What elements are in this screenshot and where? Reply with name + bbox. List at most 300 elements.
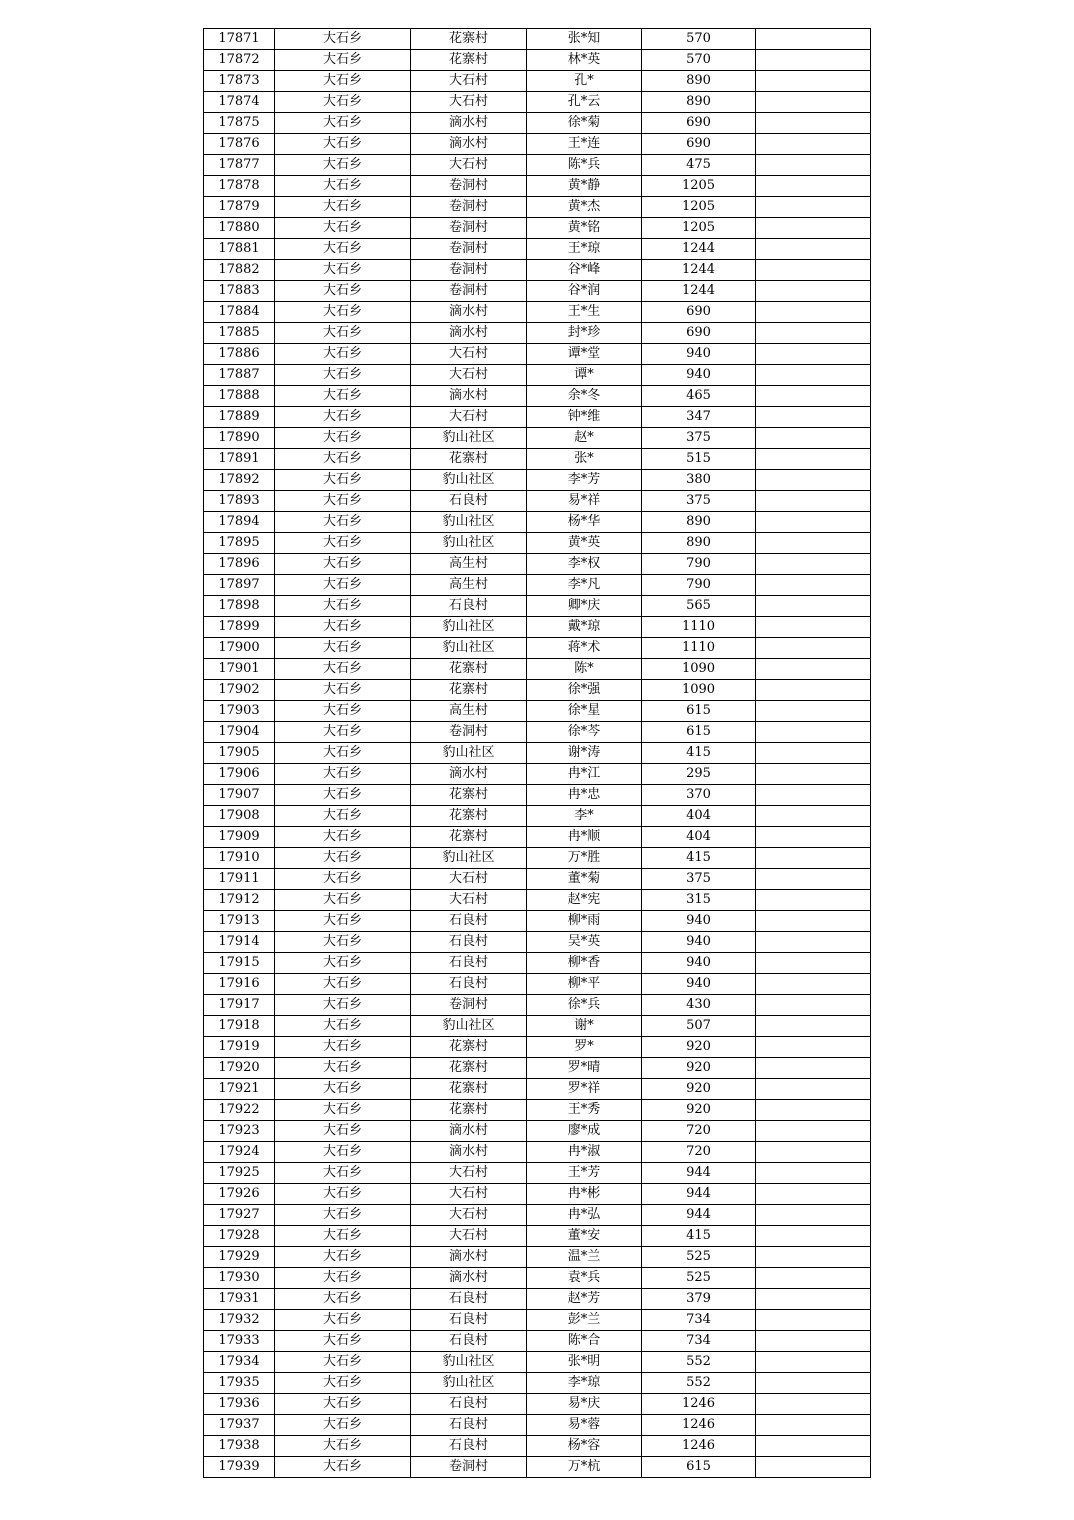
table-row bbox=[204, 218, 871, 239]
serial-number-cell: 17915 bbox=[204, 953, 275, 974]
name-cell: 黄*英 bbox=[527, 533, 642, 554]
village-cell: 花寨村 bbox=[411, 659, 527, 680]
township-cell: 大石乡 bbox=[275, 176, 411, 197]
name-cell: 陈* bbox=[527, 659, 642, 680]
township-cell: 大石乡 bbox=[275, 344, 411, 365]
township-cell: 大石乡 bbox=[275, 827, 411, 848]
remark-cell bbox=[756, 386, 871, 407]
serial-number-cell: 17928 bbox=[204, 1226, 275, 1247]
serial-number-cell: 17916 bbox=[204, 974, 275, 995]
serial-number-cell: 17912 bbox=[204, 890, 275, 911]
name-cell: 黄*杰 bbox=[527, 197, 642, 218]
village-cell: 花寨村 bbox=[411, 1058, 527, 1079]
remark-cell bbox=[756, 218, 871, 239]
table-row bbox=[204, 134, 871, 155]
name-cell: 易*庆 bbox=[527, 1394, 642, 1415]
township-cell: 大石乡 bbox=[275, 1100, 411, 1121]
name-cell: 董*菊 bbox=[527, 869, 642, 890]
name-cell: 蒋*术 bbox=[527, 638, 642, 659]
table-row bbox=[204, 1226, 871, 1247]
village-cell: 石良村 bbox=[411, 1289, 527, 1310]
name-cell: 陈*合 bbox=[527, 1331, 642, 1352]
amount-cell: 1110 bbox=[642, 638, 756, 659]
name-cell: 张* bbox=[527, 449, 642, 470]
serial-number-cell: 17902 bbox=[204, 680, 275, 701]
serial-number-cell: 17901 bbox=[204, 659, 275, 680]
remark-cell bbox=[756, 92, 871, 113]
table-row bbox=[204, 974, 871, 995]
village-cell: 豹山社区 bbox=[411, 470, 527, 491]
serial-number-cell: 17874 bbox=[204, 92, 275, 113]
township-cell: 大石乡 bbox=[275, 1121, 411, 1142]
serial-number-cell: 17907 bbox=[204, 785, 275, 806]
remark-cell bbox=[756, 806, 871, 827]
village-cell: 大石村 bbox=[411, 1163, 527, 1184]
table-row bbox=[204, 386, 871, 407]
township-cell: 大石乡 bbox=[275, 764, 411, 785]
village-cell: 石良村 bbox=[411, 1415, 527, 1436]
serial-number-cell: 17876 bbox=[204, 134, 275, 155]
amount-cell: 515 bbox=[642, 449, 756, 470]
remark-cell bbox=[756, 1457, 871, 1478]
remark-cell bbox=[756, 785, 871, 806]
township-cell: 大石乡 bbox=[275, 50, 411, 71]
township-cell: 大石乡 bbox=[275, 743, 411, 764]
serial-number-cell: 17909 bbox=[204, 827, 275, 848]
amount-cell: 920 bbox=[642, 1100, 756, 1121]
amount-cell: 1246 bbox=[642, 1436, 756, 1457]
remark-cell bbox=[756, 1205, 871, 1226]
table-row bbox=[204, 638, 871, 659]
name-cell: 谭*堂 bbox=[527, 344, 642, 365]
amount-cell: 375 bbox=[642, 428, 756, 449]
name-cell: 李*芳 bbox=[527, 470, 642, 491]
amount-cell: 690 bbox=[642, 302, 756, 323]
remark-cell bbox=[756, 323, 871, 344]
amount-cell: 615 bbox=[642, 722, 756, 743]
remark-cell bbox=[756, 29, 871, 50]
village-cell: 卷洞村 bbox=[411, 995, 527, 1016]
table-row bbox=[204, 659, 871, 680]
amount-cell: 552 bbox=[642, 1373, 756, 1394]
remark-cell bbox=[756, 197, 871, 218]
village-cell: 滴水村 bbox=[411, 134, 527, 155]
amount-cell: 1205 bbox=[642, 197, 756, 218]
village-cell: 花寨村 bbox=[411, 449, 527, 470]
village-cell: 卷洞村 bbox=[411, 176, 527, 197]
township-cell: 大石乡 bbox=[275, 974, 411, 995]
amount-cell: 1244 bbox=[642, 260, 756, 281]
table-row bbox=[204, 806, 871, 827]
serial-number-cell: 17892 bbox=[204, 470, 275, 491]
village-cell: 卷洞村 bbox=[411, 722, 527, 743]
village-cell: 石良村 bbox=[411, 953, 527, 974]
village-cell: 滴水村 bbox=[411, 1142, 527, 1163]
village-cell: 豹山社区 bbox=[411, 428, 527, 449]
township-cell: 大石乡 bbox=[275, 659, 411, 680]
table-row bbox=[204, 533, 871, 554]
township-cell: 大石乡 bbox=[275, 575, 411, 596]
serial-number-cell: 17890 bbox=[204, 428, 275, 449]
table-row bbox=[204, 260, 871, 281]
village-cell: 滴水村 bbox=[411, 1268, 527, 1289]
name-cell: 王*连 bbox=[527, 134, 642, 155]
remark-cell bbox=[756, 71, 871, 92]
amount-cell: 347 bbox=[642, 407, 756, 428]
name-cell: 孔*云 bbox=[527, 92, 642, 113]
village-cell: 石良村 bbox=[411, 1310, 527, 1331]
remark-cell bbox=[756, 575, 871, 596]
remark-cell bbox=[756, 302, 871, 323]
serial-number-cell: 17897 bbox=[204, 575, 275, 596]
name-cell: 钟*维 bbox=[527, 407, 642, 428]
village-cell: 大石村 bbox=[411, 155, 527, 176]
table-row bbox=[204, 743, 871, 764]
table-row bbox=[204, 281, 871, 302]
township-cell: 大石乡 bbox=[275, 785, 411, 806]
remark-cell bbox=[756, 50, 871, 71]
serial-number-cell: 17913 bbox=[204, 911, 275, 932]
serial-number-cell: 17922 bbox=[204, 1100, 275, 1121]
amount-cell: 890 bbox=[642, 92, 756, 113]
name-cell: 李*琼 bbox=[527, 1373, 642, 1394]
remark-cell bbox=[756, 281, 871, 302]
remark-cell bbox=[756, 995, 871, 1016]
remark-cell bbox=[756, 1268, 871, 1289]
table-row bbox=[204, 869, 871, 890]
table-row bbox=[204, 1415, 871, 1436]
table-row bbox=[204, 449, 871, 470]
table-row bbox=[204, 1373, 871, 1394]
village-cell: 滴水村 bbox=[411, 323, 527, 344]
village-cell: 滴水村 bbox=[411, 302, 527, 323]
name-cell: 戴*琼 bbox=[527, 617, 642, 638]
township-cell: 大石乡 bbox=[275, 470, 411, 491]
table-row bbox=[204, 617, 871, 638]
township-cell: 大石乡 bbox=[275, 932, 411, 953]
table-row bbox=[204, 890, 871, 911]
village-cell: 卷洞村 bbox=[411, 281, 527, 302]
serial-number-cell: 17917 bbox=[204, 995, 275, 1016]
village-cell: 滴水村 bbox=[411, 1247, 527, 1268]
remark-cell bbox=[756, 680, 871, 701]
serial-number-cell: 17921 bbox=[204, 1079, 275, 1100]
remark-cell bbox=[756, 155, 871, 176]
township-cell: 大石乡 bbox=[275, 1247, 411, 1268]
name-cell: 徐*兵 bbox=[527, 995, 642, 1016]
serial-number-cell: 17937 bbox=[204, 1415, 275, 1436]
township-cell: 大石乡 bbox=[275, 995, 411, 1016]
township-cell: 大石乡 bbox=[275, 680, 411, 701]
remark-cell bbox=[756, 1247, 871, 1268]
remark-cell bbox=[756, 1037, 871, 1058]
village-cell: 石良村 bbox=[411, 1436, 527, 1457]
amount-cell: 315 bbox=[642, 890, 756, 911]
name-cell: 谢*涛 bbox=[527, 743, 642, 764]
amount-cell: 507 bbox=[642, 1016, 756, 1037]
amount-cell: 375 bbox=[642, 491, 756, 512]
table-row bbox=[204, 1121, 871, 1142]
township-cell: 大石乡 bbox=[275, 428, 411, 449]
amount-cell: 615 bbox=[642, 1457, 756, 1478]
village-cell: 豹山社区 bbox=[411, 1373, 527, 1394]
table-row bbox=[204, 197, 871, 218]
serial-number-cell: 17885 bbox=[204, 323, 275, 344]
remark-cell bbox=[756, 554, 871, 575]
village-cell: 石良村 bbox=[411, 596, 527, 617]
table-row bbox=[204, 1037, 871, 1058]
name-cell: 李*权 bbox=[527, 554, 642, 575]
remark-cell bbox=[756, 1394, 871, 1415]
township-cell: 大石乡 bbox=[275, 1436, 411, 1457]
remark-cell bbox=[756, 239, 871, 260]
table-row bbox=[204, 470, 871, 491]
table-row bbox=[204, 1016, 871, 1037]
amount-cell: 940 bbox=[642, 911, 756, 932]
amount-cell: 940 bbox=[642, 344, 756, 365]
name-cell: 黄*静 bbox=[527, 176, 642, 197]
township-cell: 大石乡 bbox=[275, 848, 411, 869]
table-row bbox=[204, 239, 871, 260]
serial-number-cell: 17929 bbox=[204, 1247, 275, 1268]
name-cell: 袁*兵 bbox=[527, 1268, 642, 1289]
serial-number-cell: 17914 bbox=[204, 932, 275, 953]
name-cell: 林*英 bbox=[527, 50, 642, 71]
township-cell: 大石乡 bbox=[275, 1163, 411, 1184]
serial-number-cell: 17875 bbox=[204, 113, 275, 134]
village-cell: 大石村 bbox=[411, 71, 527, 92]
township-cell: 大石乡 bbox=[275, 953, 411, 974]
amount-cell: 690 bbox=[642, 134, 756, 155]
amount-cell: 404 bbox=[642, 827, 756, 848]
name-cell: 谢* bbox=[527, 1016, 642, 1037]
remark-cell bbox=[756, 1331, 871, 1352]
township-cell: 大石乡 bbox=[275, 1058, 411, 1079]
name-cell: 董*安 bbox=[527, 1226, 642, 1247]
township-cell: 大石乡 bbox=[275, 596, 411, 617]
remark-cell bbox=[756, 1058, 871, 1079]
serial-number-cell: 17887 bbox=[204, 365, 275, 386]
township-cell: 大石乡 bbox=[275, 155, 411, 176]
township-cell: 大石乡 bbox=[275, 218, 411, 239]
serial-number-cell: 17904 bbox=[204, 722, 275, 743]
name-cell: 彭*兰 bbox=[527, 1310, 642, 1331]
name-cell: 陈*兵 bbox=[527, 155, 642, 176]
amount-cell: 375 bbox=[642, 869, 756, 890]
village-cell: 豹山社区 bbox=[411, 1016, 527, 1037]
table-row bbox=[204, 785, 871, 806]
township-cell: 大石乡 bbox=[275, 1205, 411, 1226]
name-cell: 柳*平 bbox=[527, 974, 642, 995]
serial-number-cell: 17896 bbox=[204, 554, 275, 575]
village-cell: 滴水村 bbox=[411, 1121, 527, 1142]
township-cell: 大石乡 bbox=[275, 1016, 411, 1037]
village-cell: 大石村 bbox=[411, 1205, 527, 1226]
serial-number-cell: 17918 bbox=[204, 1016, 275, 1037]
township-cell: 大石乡 bbox=[275, 806, 411, 827]
serial-number-cell: 17939 bbox=[204, 1457, 275, 1478]
name-cell: 罗*晴 bbox=[527, 1058, 642, 1079]
name-cell: 吴*英 bbox=[527, 932, 642, 953]
amount-cell: 920 bbox=[642, 1037, 756, 1058]
name-cell: 孔* bbox=[527, 71, 642, 92]
amount-cell: 465 bbox=[642, 386, 756, 407]
remark-cell bbox=[756, 1121, 871, 1142]
amount-cell: 1246 bbox=[642, 1394, 756, 1415]
remark-cell bbox=[756, 407, 871, 428]
remark-cell bbox=[756, 764, 871, 785]
table-row bbox=[204, 1457, 871, 1478]
serial-number-cell: 17924 bbox=[204, 1142, 275, 1163]
table-row bbox=[204, 953, 871, 974]
village-cell: 大石村 bbox=[411, 407, 527, 428]
remark-cell bbox=[756, 1100, 871, 1121]
serial-number-cell: 17898 bbox=[204, 596, 275, 617]
amount-cell: 944 bbox=[642, 1184, 756, 1205]
serial-number-cell: 17891 bbox=[204, 449, 275, 470]
name-cell: 易*蓉 bbox=[527, 1415, 642, 1436]
table-row bbox=[204, 176, 871, 197]
remark-cell bbox=[756, 533, 871, 554]
village-cell: 大石村 bbox=[411, 365, 527, 386]
name-cell: 张*明 bbox=[527, 1352, 642, 1373]
serial-number-cell: 17872 bbox=[204, 50, 275, 71]
name-cell: 徐*菊 bbox=[527, 113, 642, 134]
table-row bbox=[204, 29, 871, 50]
serial-number-cell: 17930 bbox=[204, 1268, 275, 1289]
table-row bbox=[204, 596, 871, 617]
remark-cell bbox=[756, 344, 871, 365]
remark-cell bbox=[756, 470, 871, 491]
serial-number-cell: 17877 bbox=[204, 155, 275, 176]
amount-cell: 404 bbox=[642, 806, 756, 827]
name-cell: 谷*峰 bbox=[527, 260, 642, 281]
amount-cell: 1090 bbox=[642, 659, 756, 680]
table-row bbox=[204, 575, 871, 596]
table-row bbox=[204, 323, 871, 344]
serial-number-cell: 17889 bbox=[204, 407, 275, 428]
township-cell: 大石乡 bbox=[275, 260, 411, 281]
table-row bbox=[204, 1184, 871, 1205]
township-cell: 大石乡 bbox=[275, 239, 411, 260]
amount-cell: 415 bbox=[642, 848, 756, 869]
amount-cell: 1244 bbox=[642, 239, 756, 260]
amount-cell: 690 bbox=[642, 323, 756, 344]
remark-cell bbox=[756, 827, 871, 848]
name-cell: 杨*华 bbox=[527, 512, 642, 533]
township-cell: 大石乡 bbox=[275, 701, 411, 722]
remark-cell bbox=[756, 617, 871, 638]
name-cell: 黄*铭 bbox=[527, 218, 642, 239]
name-cell: 余*冬 bbox=[527, 386, 642, 407]
township-cell: 大石乡 bbox=[275, 1037, 411, 1058]
township-cell: 大石乡 bbox=[275, 386, 411, 407]
serial-number-cell: 17911 bbox=[204, 869, 275, 890]
serial-number-cell: 17884 bbox=[204, 302, 275, 323]
serial-number-cell: 17879 bbox=[204, 197, 275, 218]
township-cell: 大石乡 bbox=[275, 890, 411, 911]
remark-cell bbox=[756, 1079, 871, 1100]
serial-number-cell: 17880 bbox=[204, 218, 275, 239]
village-cell: 花寨村 bbox=[411, 50, 527, 71]
serial-number-cell: 17905 bbox=[204, 743, 275, 764]
table-row bbox=[204, 554, 871, 575]
village-cell: 卷洞村 bbox=[411, 197, 527, 218]
remark-cell bbox=[756, 869, 871, 890]
remark-cell bbox=[756, 848, 871, 869]
village-cell: 滴水村 bbox=[411, 764, 527, 785]
village-cell: 花寨村 bbox=[411, 680, 527, 701]
remark-cell bbox=[756, 659, 871, 680]
name-cell: 赵*宪 bbox=[527, 890, 642, 911]
serial-number-cell: 17923 bbox=[204, 1121, 275, 1142]
village-cell: 豹山社区 bbox=[411, 617, 527, 638]
remark-cell bbox=[756, 722, 871, 743]
serial-number-cell: 17906 bbox=[204, 764, 275, 785]
township-cell: 大石乡 bbox=[275, 1331, 411, 1352]
table-row bbox=[204, 155, 871, 176]
township-cell: 大石乡 bbox=[275, 449, 411, 470]
remark-cell bbox=[756, 1184, 871, 1205]
table-row bbox=[204, 113, 871, 134]
township-cell: 大石乡 bbox=[275, 281, 411, 302]
township-cell: 大石乡 bbox=[275, 92, 411, 113]
name-cell: 谷*润 bbox=[527, 281, 642, 302]
amount-cell: 1246 bbox=[642, 1415, 756, 1436]
amount-cell: 734 bbox=[642, 1331, 756, 1352]
table-row bbox=[204, 995, 871, 1016]
name-cell: 易*祥 bbox=[527, 491, 642, 512]
village-cell: 豹山社区 bbox=[411, 1352, 527, 1373]
amount-cell: 415 bbox=[642, 743, 756, 764]
serial-number-cell: 17908 bbox=[204, 806, 275, 827]
amount-cell: 552 bbox=[642, 1352, 756, 1373]
remark-cell bbox=[756, 1289, 871, 1310]
name-cell: 封*珍 bbox=[527, 323, 642, 344]
remark-cell bbox=[756, 491, 871, 512]
amount-cell: 720 bbox=[642, 1142, 756, 1163]
name-cell: 徐*芩 bbox=[527, 722, 642, 743]
village-cell: 石良村 bbox=[411, 1331, 527, 1352]
serial-number-cell: 17920 bbox=[204, 1058, 275, 1079]
table-row bbox=[204, 1268, 871, 1289]
village-cell: 花寨村 bbox=[411, 785, 527, 806]
amount-cell: 940 bbox=[642, 365, 756, 386]
township-cell: 大石乡 bbox=[275, 197, 411, 218]
amount-cell: 790 bbox=[642, 575, 756, 596]
name-cell: 廖*成 bbox=[527, 1121, 642, 1142]
table-row bbox=[204, 701, 871, 722]
name-cell: 赵* bbox=[527, 428, 642, 449]
amount-cell: 525 bbox=[642, 1247, 756, 1268]
township-cell: 大石乡 bbox=[275, 617, 411, 638]
village-cell: 大石村 bbox=[411, 92, 527, 113]
remark-cell bbox=[756, 638, 871, 659]
table-row bbox=[204, 764, 871, 785]
name-cell: 冉*江 bbox=[527, 764, 642, 785]
township-cell: 大石乡 bbox=[275, 29, 411, 50]
name-cell: 赵*芳 bbox=[527, 1289, 642, 1310]
table-row bbox=[204, 1079, 871, 1100]
name-cell: 王*芳 bbox=[527, 1163, 642, 1184]
remark-cell bbox=[756, 932, 871, 953]
township-cell: 大石乡 bbox=[275, 869, 411, 890]
name-cell: 王*生 bbox=[527, 302, 642, 323]
remark-cell bbox=[756, 113, 871, 134]
township-cell: 大石乡 bbox=[275, 638, 411, 659]
serial-number-cell: 17883 bbox=[204, 281, 275, 302]
remark-cell bbox=[756, 1142, 871, 1163]
